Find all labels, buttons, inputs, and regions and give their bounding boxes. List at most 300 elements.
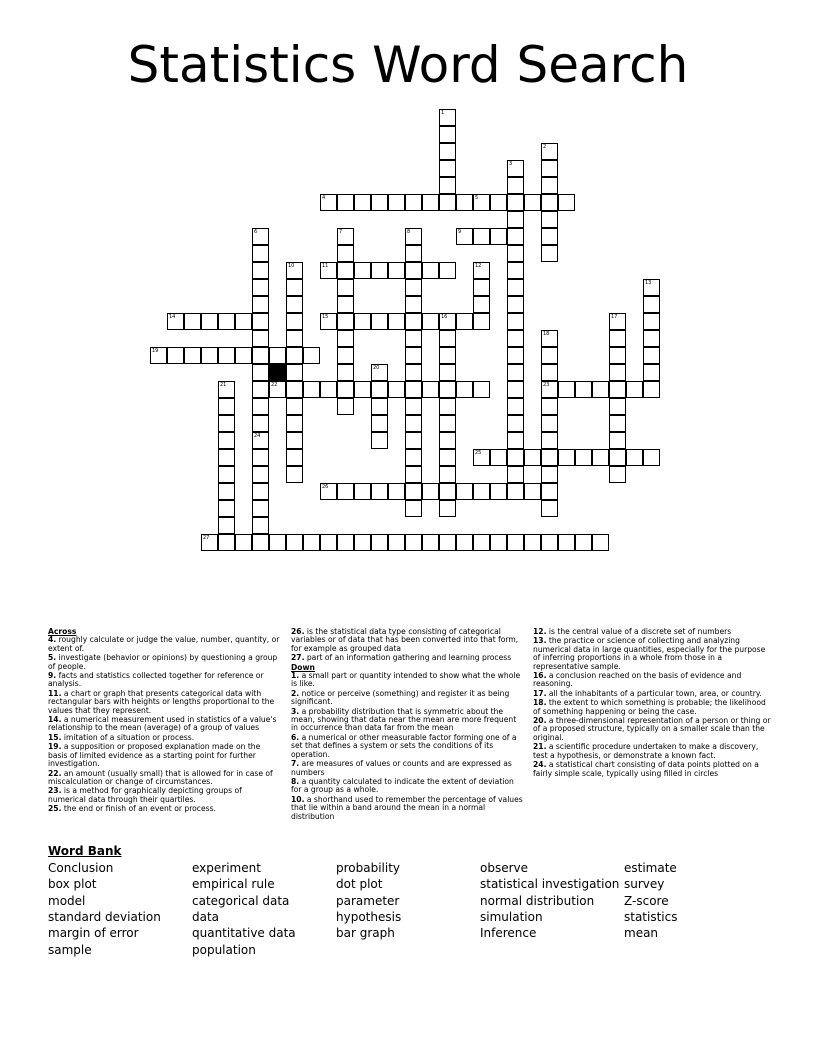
grid-cell[interactable]: [609, 398, 626, 415]
grid-cell[interactable]: [252, 364, 269, 381]
grid-cell[interactable]: [507, 534, 524, 551]
grid-cell[interactable]: [286, 262, 303, 279]
clue-label: 7.: [291, 759, 300, 769]
grid-cell[interactable]: [456, 313, 473, 330]
clue-number: 3: [509, 161, 513, 167]
grid-cell[interactable]: [405, 279, 422, 296]
grid-cell[interactable]: [524, 449, 541, 466]
grid-cell[interactable]: [643, 330, 660, 347]
grid-cell[interactable]: [592, 381, 609, 398]
grid-cell[interactable]: [303, 381, 320, 398]
grid-cell[interactable]: [541, 466, 558, 483]
grid-cell[interactable]: [439, 313, 456, 330]
grid-cell[interactable]: [286, 330, 303, 347]
grid-cell[interactable]: [439, 415, 456, 432]
grid-cell[interactable]: [320, 194, 337, 211]
clue-text: is the central value of a discrete set of numbers: [546, 627, 732, 636]
word-bank-item: data: [192, 909, 220, 924]
grid-cell[interactable]: [439, 381, 456, 398]
clue-text: a statistical chart consisting of data points plotted on a fairly simple scale, typically using filled in circles: [533, 760, 759, 778]
grid-cell[interactable]: [524, 483, 541, 500]
grid-cell[interactable]: [337, 483, 354, 500]
grid-cell[interactable]: [269, 347, 286, 364]
grid-cell[interactable]: [507, 177, 524, 194]
clue-number: 13: [645, 280, 652, 286]
grid-cell[interactable]: [286, 449, 303, 466]
grid-cell[interactable]: [507, 194, 524, 211]
grid-cell[interactable]: [388, 194, 405, 211]
grid-cell[interactable]: [473, 483, 490, 500]
grid-cell[interactable]: [541, 449, 558, 466]
grid-cell[interactable]: [405, 466, 422, 483]
grid-cell[interactable]: [218, 381, 235, 398]
grid-cell[interactable]: [354, 483, 371, 500]
word-bank-item: normal distribution: [480, 893, 595, 908]
grid-cell[interactable]: [252, 415, 269, 432]
grid-cell[interactable]: [252, 466, 269, 483]
clue-text: a shorthand used to remember the percentage of values that lie within a band around the mean in a normal distribution: [291, 794, 523, 821]
grid-cell[interactable]: [456, 483, 473, 500]
grid-cell[interactable]: [422, 262, 439, 279]
clue-number: 27: [203, 535, 210, 541]
grid-cell[interactable]: [405, 364, 422, 381]
grid-cell[interactable]: [507, 449, 524, 466]
grid-cell[interactable]: [592, 449, 609, 466]
down-clue: [533, 743, 773, 760]
word-bank-item: parameter: [336, 893, 400, 908]
grid-cell[interactable]: [541, 398, 558, 415]
word-bank-item: quantitative data: [192, 926, 296, 941]
clue-number: 14: [169, 314, 176, 320]
grid-cell[interactable]: [405, 398, 422, 415]
grid-cell[interactable]: [439, 449, 456, 466]
grid-cell[interactable]: [337, 347, 354, 364]
grid-cell[interactable]: [473, 262, 490, 279]
across-clue: [48, 770, 282, 787]
grid-cell[interactable]: [507, 364, 524, 381]
grid-cell[interactable]: [439, 143, 456, 160]
grid-cell[interactable]: [456, 194, 473, 211]
clue-text: the end or finish of an event or process.: [61, 804, 216, 814]
grid-cell[interactable]: [609, 330, 626, 347]
grid-cell[interactable]: [320, 534, 337, 551]
grid-cell[interactable]: [252, 500, 269, 517]
grid-cell[interactable]: [218, 500, 235, 517]
grid-cell[interactable]: [439, 177, 456, 194]
grid-cell[interactable]: [252, 347, 269, 364]
word-bank-item: box plot: [48, 877, 97, 892]
grid-cell[interactable]: [507, 347, 524, 364]
grid-cell[interactable]: [558, 449, 575, 466]
grid-cell[interactable]: [524, 194, 541, 211]
grid-cell[interactable]: [439, 432, 456, 449]
clue-text: investigate (behavior or opinions) by questioning a group of people.: [48, 653, 278, 671]
grid-cell[interactable]: [439, 364, 456, 381]
grid-cell[interactable]: [218, 313, 235, 330]
grid-cell[interactable]: [507, 160, 524, 177]
clue-text: are measures of values or counts and are expressed as numbers: [291, 759, 512, 777]
grid-cell[interactable]: [388, 262, 405, 279]
grid-cell[interactable]: [371, 262, 388, 279]
grid-cell[interactable]: [507, 330, 524, 347]
grid-cell[interactable]: [473, 449, 490, 466]
grid-cell[interactable]: [405, 245, 422, 262]
grid-cell[interactable]: [643, 296, 660, 313]
down-clue: [533, 717, 773, 742]
grid-cell[interactable]: [252, 228, 269, 245]
grid-cell[interactable]: [473, 279, 490, 296]
grid-cell[interactable]: [405, 500, 422, 517]
grid-cell[interactable]: [337, 381, 354, 398]
grid-cell[interactable]: [371, 432, 388, 449]
grid-cell[interactable]: [286, 432, 303, 449]
clue-number: 15: [322, 314, 329, 320]
grid-cell[interactable]: [371, 381, 388, 398]
grid-cell[interactable]: [252, 296, 269, 313]
grid-cell[interactable]: [541, 177, 558, 194]
grid-cell[interactable]: [286, 415, 303, 432]
grid-cell[interactable]: [286, 347, 303, 364]
grid-cell[interactable]: [337, 364, 354, 381]
word-bank-item: hypothesis: [336, 909, 402, 924]
clue-number: 12: [475, 263, 482, 269]
grid-cell[interactable]: [473, 313, 490, 330]
grid-cell[interactable]: [150, 347, 167, 364]
grid-cell[interactable]: [354, 262, 371, 279]
clue-label: 12.: [533, 627, 547, 636]
across-clue: [48, 636, 282, 653]
clue-text: a numerical or other measurable factor forming one of a set that defines a system or sets the conditions of its operation.: [291, 732, 517, 759]
grid-cell[interactable]: [575, 534, 592, 551]
grid-cell[interactable]: [371, 313, 388, 330]
clue-number: 1: [441, 110, 445, 116]
grid-cell[interactable]: [337, 279, 354, 296]
grid-cell[interactable]: [541, 364, 558, 381]
grid-cell[interactable]: [218, 449, 235, 466]
grid-cell[interactable]: [439, 500, 456, 517]
grid-cell[interactable]: [252, 313, 269, 330]
grid-cell[interactable]: [405, 262, 422, 279]
grid-cell[interactable]: [286, 296, 303, 313]
grid-cell[interactable]: [609, 415, 626, 432]
grid-cell[interactable]: [303, 347, 320, 364]
grid-cell[interactable]: [337, 262, 354, 279]
grid-cell[interactable]: [218, 517, 235, 534]
grid-cell[interactable]: [286, 279, 303, 296]
grid-cell[interactable]: [286, 466, 303, 483]
grid-cell[interactable]: [626, 381, 643, 398]
grid-cell[interactable]: [286, 398, 303, 415]
grid-cell[interactable]: [524, 534, 541, 551]
grid-cell[interactable]: [337, 313, 354, 330]
grid-cell[interactable]: [558, 194, 575, 211]
grid-cell[interactable]: [218, 466, 235, 483]
grid-cell[interactable]: [541, 228, 558, 245]
clue-label: 17.: [533, 688, 547, 698]
clue-number: 8: [407, 229, 411, 235]
grid-cell[interactable]: [320, 483, 337, 500]
clue-number: 24: [254, 433, 261, 439]
word-bank-item: margin of error: [48, 926, 139, 941]
grid-cell[interactable]: [507, 483, 524, 500]
grid-cell[interactable]: [184, 347, 201, 364]
grid-cell[interactable]: [490, 449, 507, 466]
grid-cell[interactable]: [507, 245, 524, 262]
grid-cell[interactable]: [252, 483, 269, 500]
grid-cell[interactable]: [473, 194, 490, 211]
grid-cell[interactable]: [439, 534, 456, 551]
clue-text: an amount (usually small) that is allowed for in case of miscalculation or change of circumstances.: [48, 768, 273, 786]
grid-cell[interactable]: [456, 228, 473, 245]
grid-cell[interactable]: [405, 415, 422, 432]
clue-label: 26.: [291, 627, 305, 636]
grid-cell[interactable]: [405, 534, 422, 551]
grid-cell[interactable]: [405, 228, 422, 245]
grid-cell[interactable]: [439, 347, 456, 364]
across-clues-list: [48, 636, 282, 813]
grid-cell[interactable]: [643, 279, 660, 296]
grid-cell[interactable]: [167, 347, 184, 364]
grid-cell[interactable]: [490, 534, 507, 551]
grid-cell[interactable]: [252, 245, 269, 262]
grid-cell[interactable]: [507, 466, 524, 483]
clue-text: all the inhabitants of a particular town, area, or country.: [546, 688, 762, 698]
grid-cell[interactable]: [286, 364, 303, 381]
grid-cell[interactable]: [643, 313, 660, 330]
grid-cell[interactable]: [371, 534, 388, 551]
grid-cell[interactable]: [320, 313, 337, 330]
clue-label: 19.: [48, 742, 62, 752]
grid-cell[interactable]: [575, 449, 592, 466]
down-clue: [291, 760, 525, 777]
grid-cell[interactable]: [388, 313, 405, 330]
grid-cell[interactable]: [252, 449, 269, 466]
grid-cell[interactable]: [184, 313, 201, 330]
grid-cell[interactable]: [439, 262, 456, 279]
grid-cell[interactable]: [337, 330, 354, 347]
grid-cell[interactable]: [405, 381, 422, 398]
grid-cell[interactable]: [456, 381, 473, 398]
grid-cell[interactable]: [286, 381, 303, 398]
grid-cell[interactable]: [235, 534, 252, 551]
grid-cell[interactable]: [609, 381, 626, 398]
grid-cell[interactable]: [405, 194, 422, 211]
grid-cell[interactable]: [269, 381, 286, 398]
grid-cell[interactable]: [473, 381, 490, 398]
grid-cell[interactable]: [439, 194, 456, 211]
grid-cell[interactable]: [541, 211, 558, 228]
clues-column-3: [533, 628, 773, 779]
grid-cell[interactable]: [609, 313, 626, 330]
clue-label: 8.: [291, 776, 300, 786]
grid-cell[interactable]: [422, 534, 439, 551]
grid-cell[interactable]: [558, 534, 575, 551]
grid-cell[interactable]: [388, 534, 405, 551]
clue-label: 27.: [291, 653, 305, 663]
grid-cell[interactable]: [643, 449, 660, 466]
grid-cell[interactable]: [218, 483, 235, 500]
grid-cell[interactable]: [541, 381, 558, 398]
grid-cell[interactable]: [626, 449, 643, 466]
grid-cell[interactable]: [354, 534, 371, 551]
grid-cell[interactable]: [541, 245, 558, 262]
grid-cell[interactable]: [507, 296, 524, 313]
grid-cell[interactable]: [337, 534, 354, 551]
grid-cell[interactable]: [354, 381, 371, 398]
grid-cell[interactable]: [252, 381, 269, 398]
grid-cell[interactable]: [235, 347, 252, 364]
grid-cell[interactable]: [252, 330, 269, 347]
grid-cell[interactable]: [201, 347, 218, 364]
grid-cell[interactable]: [456, 534, 473, 551]
grid-cell[interactable]: [609, 449, 626, 466]
grid-cell[interactable]: [541, 432, 558, 449]
grid-cell[interactable]: [371, 415, 388, 432]
grid-cell[interactable]: [507, 279, 524, 296]
grid-cell[interactable]: [507, 398, 524, 415]
grid-cell[interactable]: [252, 517, 269, 534]
grid-cell[interactable]: [490, 228, 507, 245]
down-clue: [533, 637, 773, 671]
grid-cell[interactable]: [337, 228, 354, 245]
grid-cell[interactable]: [252, 398, 269, 415]
grid-cell[interactable]: [439, 160, 456, 177]
grid-cell[interactable]: [422, 381, 439, 398]
grid-cell[interactable]: [439, 330, 456, 347]
clues-column-1: [48, 628, 282, 815]
grid-cell[interactable]: [473, 228, 490, 245]
grid-cell[interactable]: [218, 398, 235, 415]
grid-cell[interactable]: [507, 262, 524, 279]
grid-cell[interactable]: [422, 313, 439, 330]
grid-cell[interactable]: [558, 381, 575, 398]
grid-cell[interactable]: [422, 194, 439, 211]
grid-cell[interactable]: [507, 432, 524, 449]
grid-cell[interactable]: [252, 534, 269, 551]
grid-cell[interactable]: [473, 534, 490, 551]
grid-cell[interactable]: [439, 109, 456, 126]
grid-cell[interactable]: [252, 262, 269, 279]
grid-cell[interactable]: [541, 347, 558, 364]
grid-cell[interactable]: [541, 194, 558, 211]
grid-cell[interactable]: [575, 381, 592, 398]
grid-cell[interactable]: [218, 415, 235, 432]
grid-cell[interactable]: [439, 466, 456, 483]
grid-cell[interactable]: [643, 381, 660, 398]
grid-cell[interactable]: [507, 211, 524, 228]
grid-cell[interactable]: [422, 483, 439, 500]
grid-cell[interactable]: [201, 534, 218, 551]
grid-cell[interactable]: [541, 483, 558, 500]
grid-cell[interactable]: [388, 483, 405, 500]
grid-cell[interactable]: [405, 296, 422, 313]
grid-cell[interactable]: [592, 534, 609, 551]
grid-cell[interactable]: [286, 534, 303, 551]
grid-cell[interactable]: [439, 126, 456, 143]
grid-cell[interactable]: [541, 415, 558, 432]
grid-cell[interactable]: [320, 262, 337, 279]
grid-cell[interactable]: [609, 432, 626, 449]
grid-cell[interactable]: [286, 313, 303, 330]
clue-number: 21: [220, 382, 227, 388]
grid-cell[interactable]: [405, 347, 422, 364]
clue-label: 13.: [533, 636, 547, 646]
down-header: Down: [291, 662, 315, 672]
grid-cell[interactable]: [337, 296, 354, 313]
grid-cell[interactable]: [405, 449, 422, 466]
grid-cell[interactable]: [541, 534, 558, 551]
word-bank-item: bar graph: [336, 926, 395, 941]
grid-cell[interactable]: [507, 313, 524, 330]
grid-cell[interactable]: [235, 313, 252, 330]
grid-cell[interactable]: [337, 194, 354, 211]
grid-cell[interactable]: [439, 398, 456, 415]
grid-cell[interactable]: [201, 313, 218, 330]
grid-cell[interactable]: [643, 347, 660, 364]
clue-text: a supposition or proposed explanation made on the basis of limited evidence as a starting point for further investigation.: [48, 742, 261, 769]
word-bank-item: statistics: [624, 909, 678, 924]
grid-cell[interactable]: [609, 364, 626, 381]
grid-cell[interactable]: [405, 330, 422, 347]
grid-cell[interactable]: [371, 364, 388, 381]
word-bank-item: population: [192, 942, 256, 957]
grid-cell[interactable]: [541, 160, 558, 177]
grid-cell[interactable]: [218, 534, 235, 551]
clue-number: 26: [322, 484, 329, 490]
grid-cell[interactable]: [371, 194, 388, 211]
grid-cell[interactable]: [507, 381, 524, 398]
grid-cell[interactable]: [405, 483, 422, 500]
grid-cell[interactable]: [354, 313, 371, 330]
across-clue: [291, 654, 525, 662]
grid-cell[interactable]: [490, 194, 507, 211]
grid-cell[interactable]: [541, 330, 558, 347]
grid-cell[interactable]: [252, 432, 269, 449]
grid-cell[interactable]: [507, 415, 524, 432]
grid-cell[interactable]: [218, 432, 235, 449]
clue-text: facts and statistics collected together for reference or analysis.: [48, 671, 264, 689]
grid-cell[interactable]: [405, 432, 422, 449]
grid-cell[interactable]: [643, 364, 660, 381]
down-clue: [291, 690, 525, 707]
across-clue: [48, 787, 282, 804]
grid-cell[interactable]: [337, 245, 354, 262]
grid-cell[interactable]: [303, 534, 320, 551]
grid-cell[interactable]: [252, 279, 269, 296]
grid-cell[interactable]: [405, 313, 422, 330]
grid-cell[interactable]: [609, 466, 626, 483]
grid-cell[interactable]: [473, 296, 490, 313]
grid-cell[interactable]: [371, 398, 388, 415]
clue-text: a scientific procedure undertaken to make a discovery, test a hypothesis, or demonstrate a known fact.: [533, 742, 759, 760]
word-bank-item: categorical data: [192, 893, 290, 908]
grid-cell[interactable]: [218, 347, 235, 364]
clue-number: 5: [475, 195, 479, 201]
grid-cell[interactable]: [269, 534, 286, 551]
grid-cell[interactable]: [490, 483, 507, 500]
grid-cell[interactable]: [337, 398, 354, 415]
grid-cell[interactable]: [541, 143, 558, 160]
grid-cell[interactable]: [388, 381, 405, 398]
grid-cell[interactable]: [439, 483, 456, 500]
grid-cell[interactable]: [371, 483, 388, 500]
grid-cell[interactable]: [609, 347, 626, 364]
grid-cell[interactable]: [320, 381, 337, 398]
grid-cell[interactable]: [541, 500, 558, 517]
grid-cell[interactable]: [354, 194, 371, 211]
grid-cell[interactable]: [167, 313, 184, 330]
grid-cell[interactable]: [507, 228, 524, 245]
